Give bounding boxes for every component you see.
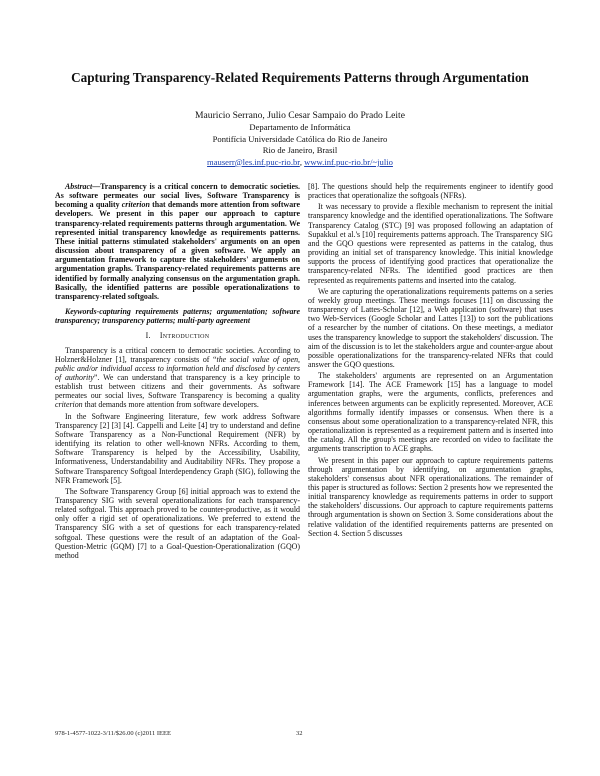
section-number: I.: [145, 331, 151, 341]
section-heading-introduction: [55, 331, 300, 340]
intro-p1-text-c: that demands more attention from software developers.: [82, 400, 259, 410]
right-paragraph-1: [8]. The questions should help the requirements engineer to identify good practices that operationalize the softgoals (NFRs).: [308, 182, 553, 201]
author-website-link[interactable]: www.inf.puc-rio.br/~julio: [304, 156, 393, 167]
keywords-label: Keywords-: [65, 307, 100, 317]
right-paragraph-5: We present in this paper our approach to capture requirements patterns through argumentation by identifying, on argumentation graphs, stakeholders' consensus about NFR operationalizations. The remainder of this paper is structured as follows: Section 2 presents how we represented the initial transparency knowledge as requirements patterns in order to support the stakeholders' discussions. Our approach to capture requirements patterns through argumentation is shown on Section 3. Some considerations about the relative validation of the identified requirements patterns are presented on Section 4. Section 5 discusses: [308, 455, 553, 538]
author-block: [0, 110, 600, 168]
right-paragraph-2: It was necessary to provide a flexible mechanism to represent the initial transparency knowledge and the identified operationalizations. The Software Transparency Catalog (STC) [9] was proposed following an adaptation of Supakkul et al.'s [10] requirements patterns approach. The Transparency SIG and the GQO questions were represented as patterns in the catalog, thus providing an initial set of transparency knowledge. This initial knowledge supports the process of identifying good practices that operationalize the transparency-related NFRs. The identified good practices are then represented as requirements patterns and inserted into the catalog.: [308, 202, 553, 285]
left-column: [55, 182, 300, 562]
intro-paragraph-2: In the Software Engineering literature, few work address Software Transparency [2] [3] [4]. Cappelli and Leite [4] try to understand and define Software Transparency as a Non-Functional Requirement (NFR) by identifying its relation to other well-known NFRs. According to them, Software Transparency is helped by the Accessibility, Usability, Informativeness, Understandability and Auditability NFRs. They propose a Software Transparency Softgoal Interdependency Graph (SIG), following the NFR Framework [5].: [55, 411, 300, 485]
abstract: [55, 182, 300, 301]
section-title: Introduction: [159, 331, 210, 341]
author-contacts: [0, 157, 600, 168]
keywords: [55, 307, 300, 325]
paper-title: Capturing Transparency-Related Requirements Patterns through Argumentation: [71, 70, 529, 85]
contact-separator: ,: [299, 156, 305, 167]
right-paragraph-4: The stakeholders' arguments are represented on an Argumentation Framework [14]. The ACE Framework [15] has a language to model argumentation graphs, were the arguments, conflicts, preferences and inferences between arguments can be explicitly represented. Moreover, ACE algorithms formally identify impasses or consensus. When there is a consensus about some operationalization to a transparency-related NFR, this operationalization is represented as a requirement pattern and is inserted into the catalog. All the group's meetings are recorded on video to facilitate the arguments transcription to ACE graphs.: [308, 371, 553, 454]
intro-p1-text-a: Transparency is a critical concern to democratic societies. According to Holzner&Holzner [1], transparency consists of “: [55, 345, 300, 364]
right-column: [308, 182, 553, 540]
keywords-text: capturing requirements patterns; argumentation; software transparency; transparency patterns; multi-party agreement: [55, 307, 300, 326]
intro-paragraph-1: [55, 346, 300, 410]
author-university: Pontifícia Universidade Católica do Rio de Janeiro: [212, 133, 388, 144]
author-names: Mauricio Serrano, Julio Cesar Sampaio do Prado Leite: [195, 110, 405, 121]
intro-p1-text-b: ”. We can understand that transparency is a key principle to establish trust between citizens and their governments. As software permeates our social lives, Software Transparency is becoming a quality: [55, 372, 301, 401]
author-location: Rio de Janeiro, Brasil: [262, 145, 338, 156]
right-paragraph-3: We are capturing the operationalizations requirements patterns on a series of weekly group meetings. These meetings focuses [11] on discussing the transparency of Lattes-Scholar [12], a Web application (software) that uses two Web-Services (Google Scholar and Lattes [13]) to sort the publications of a researcher by the number of citations. On these meetings, a mediator uses the transparency knowledge to support the stakeholders' discussion. The aim of the discussion is to let the stakeholders argue and counter-argue about possible operationalizations for the transparency-related NFRs that could answer the GQO questions.: [308, 286, 553, 369]
abstract-text-b: that demands more attention from software developers. We present in this paper our approach to capture transparency-related requirements patterns through argumentation. We represented initial transparency knowledge as requirements patterns. These initial patterns stimulated stakeholders' arguments on an open discussion about transparency of a given software. We apply an argumentation framework to capture the stakeholders' arguments on argumentation graphs. Transparency-related requirements patterns are identified by formally analyzing consensus on the argumentation graph. Basically, the identified patterns are possible operationalizations to transparency-related softgoals.: [55, 200, 301, 301]
author-department: Departamento de Informática: [249, 122, 351, 133]
author-email-link[interactable]: mauserr@les.inf.puc-rio.br: [207, 156, 300, 167]
abstract-emphasis: criterion: [121, 200, 150, 210]
abstract-dash: —: [92, 182, 101, 191]
footer-isbn: 978-1-4577-1022-3/11/$26.00 (c)2011 IEEE: [55, 730, 171, 737]
page-number: 32: [296, 730, 303, 737]
intro-p1-quote: the social value of open, public and/or individual access to information held and disclosed by centers of authority: [55, 354, 300, 382]
abstract-label: Abstract: [65, 182, 93, 191]
intro-paragraph-3: The Software Transparency Group [6] initial approach was to extend the Transparency SIG with several operationalizations for each transparency-related softgoal. This approach proved to be counter-productive, as it would only offer a rigid set of operationalizations. We preferred to extend the Transparency SIG with a set of questions for each transparency-related softgoal. These questions were the result of an adaptation of the Goal-Question-Metric (GQM) [7] to a Goal-Question-Operationalization (GQO) method: [55, 486, 300, 560]
abstract-text-a: Transparency is a critical concern to democratic societies. As software permeates our social lives, Software Transparency is becoming a quality: [55, 182, 300, 210]
intro-p1-emphasis: criterion: [55, 400, 83, 410]
